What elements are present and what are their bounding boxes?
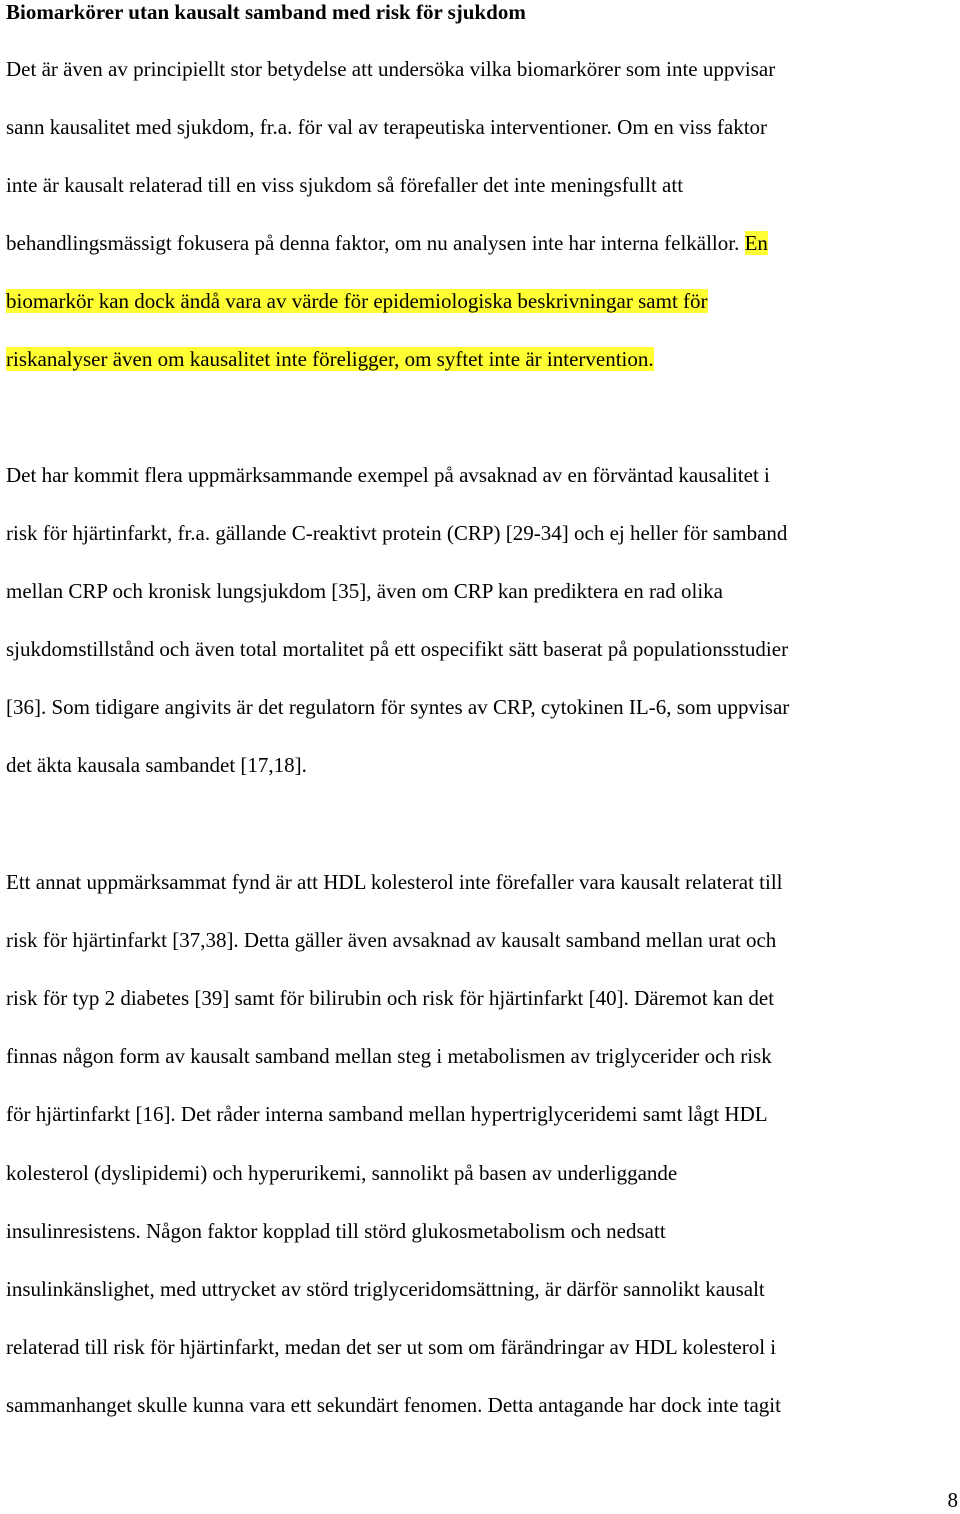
text-line: behandlingsmässigt fokusera på denna faktor, om nu analysen inte har interna felkällor. En bbox=[6, 231, 768, 255]
text-line: mellan CRP och kronisk lungsjukdom [35], även om CRP kan prediktera en rad olika bbox=[6, 579, 723, 603]
text-line: kolesterol (dyslipidemi) och hyperurikemi, sannolikt på basen av underliggande bbox=[6, 1161, 678, 1185]
text-line: [36]. Som tidigare angivits är det regulatorn för syntes av CRP, cytokinen IL-6, som uppvisar bbox=[6, 695, 790, 719]
text-line: inte är kausalt relaterad till en viss sjukdom så förefaller det inte meningsfullt att bbox=[6, 173, 684, 197]
text-line: risk för hjärtinfarkt [37,38]. Detta gäller även avsaknad av kausalt samband mellan urat och bbox=[6, 928, 777, 952]
text-line: finnas någon form av kausalt samband mellan steg i metabolismen av triglycerider och risk bbox=[6, 1044, 772, 1068]
text-line: risk för hjärtinfarkt, fr.a. gällande C-reaktivt protein (CRP) [29-34] och ej heller för samband bbox=[6, 521, 788, 545]
text-line: sann kausalitet med sjukdom, fr.a. för val av terapeutiska interventioner. Om en viss faktor bbox=[6, 115, 768, 139]
text-line bbox=[6, 287, 708, 315]
highlighted-text: riskanalyser även om kausalitet inte föreligger, om syftet inte är intervention. bbox=[6, 347, 654, 371]
highlighted-text: En bbox=[744, 231, 768, 255]
text-line: Det har kommit flera uppmärksammande exempel på avsaknad av en förväntad kausalitet i bbox=[6, 463, 770, 487]
section-heading: Biomarkörer utan kausalt samband med risk för sjukdom bbox=[6, 0, 526, 24]
text-line: insulinkänslighet, med uttrycket av störd triglyceridomsättning, är därför sannolikt kausalt bbox=[6, 1277, 765, 1301]
text-line: sjukdomstillstånd och även total mortalitet på ett ospecifikt sätt baserat på populationsstudier bbox=[6, 637, 789, 661]
text-line: relaterad till risk för hjärtinfarkt, medan det ser ut som om färändringar av HDL kolesterol i bbox=[6, 1335, 777, 1359]
text-line: risk för typ 2 diabetes [39] samt för bilirubin och risk för hjärtinfarkt [40]. Däremot kan det bbox=[6, 986, 775, 1010]
page-number: 8 bbox=[947, 1488, 958, 1512]
text-line: Det är även av principiellt stor betydelse att undersöka vilka biomarkörer som inte uppvisar bbox=[6, 57, 776, 81]
text-line: insulinresistens. Någon faktor kopplad till störd glukosmetabolism och nedsatt bbox=[6, 1219, 666, 1243]
text-line: sammanhanget skulle kunna vara ett sekundärt fenomen. Detta antagande har dock inte tagit bbox=[6, 1393, 781, 1417]
text-line: för hjärtinfarkt [16]. Det råder interna samband mellan hypertriglyceridemi samt lågt HDL bbox=[6, 1102, 768, 1126]
text-line bbox=[6, 345, 654, 373]
highlighted-text: biomarkör kan dock ändå vara av värde för epidemiologiska beskrivningar samt för bbox=[6, 289, 708, 313]
text-line: det äkta kausala sambandet [17,18]. bbox=[6, 753, 307, 777]
text-line: Ett annat uppmärksammat fynd är att HDL kolesterol inte förefaller vara kausalt relaterat till bbox=[6, 870, 783, 894]
